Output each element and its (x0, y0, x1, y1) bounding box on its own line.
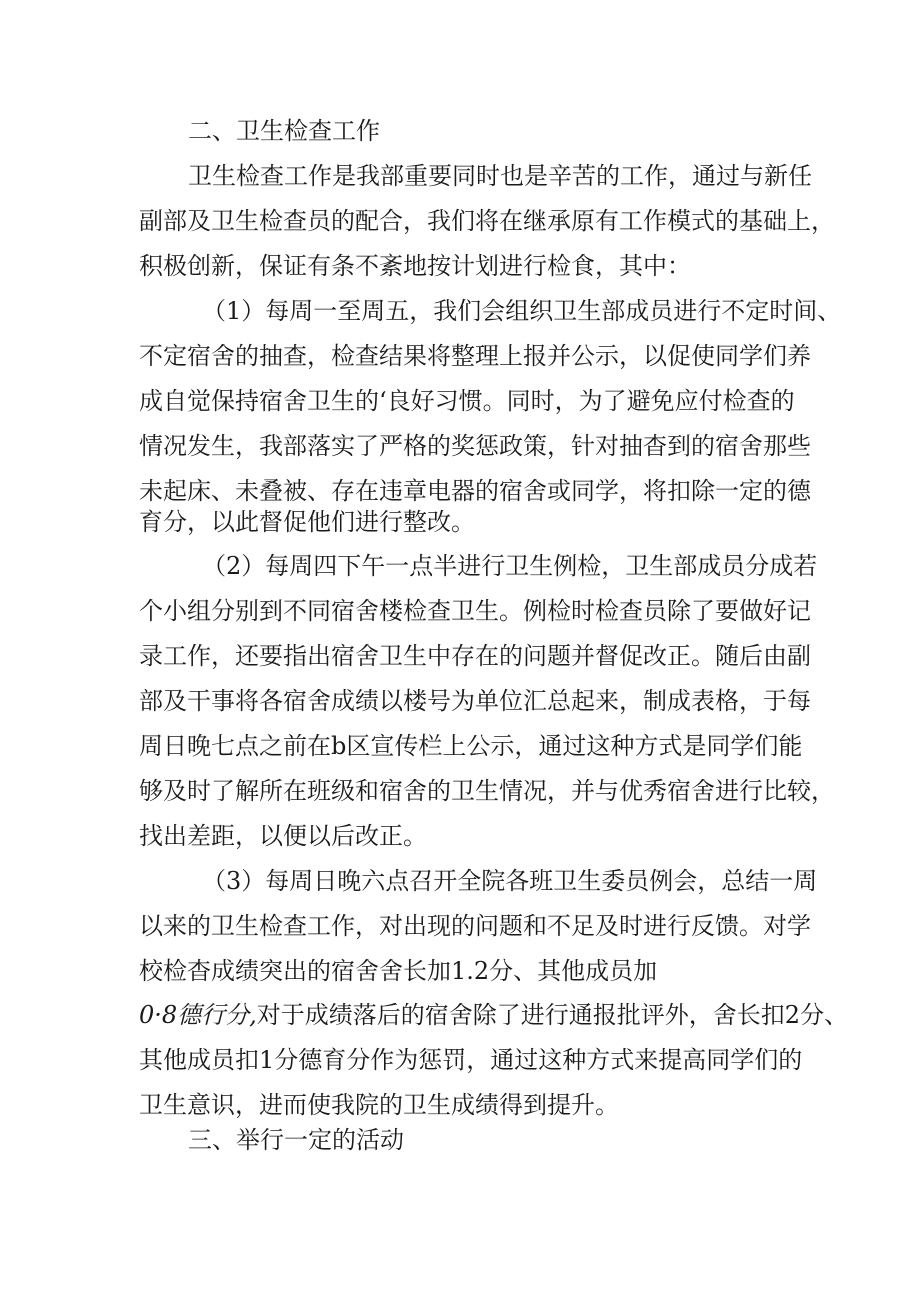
paragraph-line: 卫生检查工作是我部重要同时也是辛苦的工作，通过与新任 (188, 162, 812, 190)
section-heading-activities: 三、举行一定的活动 (188, 1126, 404, 1154)
paragraph-line: （1）每周一至周五，我们会组织卫生部成员进行不定时间、 (202, 297, 842, 325)
paragraph-line: 育分，以此督促他们进行整改。 (139, 508, 475, 536)
paragraph-line: （3）每周日晚六点召开全院各班卫生委员例会，总结一周 (202, 867, 818, 895)
paragraph-line: 找出差距，以便以后改正。 (139, 822, 427, 850)
paragraph-line: 以来的卫生检查工作，对出现的问题和不足及时进行反馈。对学 (139, 912, 811, 940)
italic-score-text: 0·8德行分, (139, 1001, 257, 1029)
paragraph-line: 个小组分别到不同宿舍楼检查卫生。例检时检查员除了要做好记 (139, 597, 811, 625)
paragraph-line (0, 1000, 920, 1030)
paragraph-line: 够及时了解所在班级和宿舍的卫生情况，并与优秀宿舍进行比较， (139, 777, 835, 805)
paragraph-line: 成自觉保持宿舍卫生的‘良好习惯。同时，为了避免应付检查的 (139, 387, 795, 415)
paragraph-line: 未起床、未叠被、存在违章电器的宿舍或同学，将扣除一定的德 (139, 477, 811, 505)
paragraph-line: 部及干事将各宿舍成绩以楼号为单位汇总起来，制成表格，于每 (139, 687, 811, 715)
paragraph-line: 积极创新，保证有条不紊地按计划进行检食，其中： (139, 252, 691, 280)
paragraph-line: （2）每周四下午一点半进行卫生例检，卫生部成员分成若 (202, 552, 818, 580)
paragraph-line: 校检杳成绩突出的宿舍舍长加1.2分、其他成员加 (139, 957, 658, 985)
paragraph-line: 情况发生，我部落实了严格的奖惩政策，针对抽杳到的宿舍那些 (139, 432, 811, 460)
paragraph-line: 副部及卫生检查员的配合，我们将在继承原有工作模式的基础上， (139, 207, 835, 235)
paragraph-line: 不定宿舍的抽查，检查结果将整理上报并公示，以促使同学们养 (139, 342, 811, 370)
paragraph-line: 其他成员扣1分德育分作为惩罚，通过这种方式来提高同学们的 (139, 1046, 803, 1074)
paragraph-line-rest: 对于成绩落后的宿舍除了进行通报批评外，舍长扣2分、 (256, 1001, 849, 1029)
section-heading-hygiene-inspection: 二、卫生检查工作 (188, 117, 380, 145)
paragraph-line: 卫生意识，进而使我院的卫生成绩得到提升。 (139, 1091, 619, 1119)
paragraph-line: 录工作，还要指出宿舍卫生中存在的问题并督促改正。随后由副 (139, 642, 811, 670)
paragraph-line: 周日晚七点之前在b区宣传栏上公示，通过这种方式是同学们能 (139, 732, 803, 760)
